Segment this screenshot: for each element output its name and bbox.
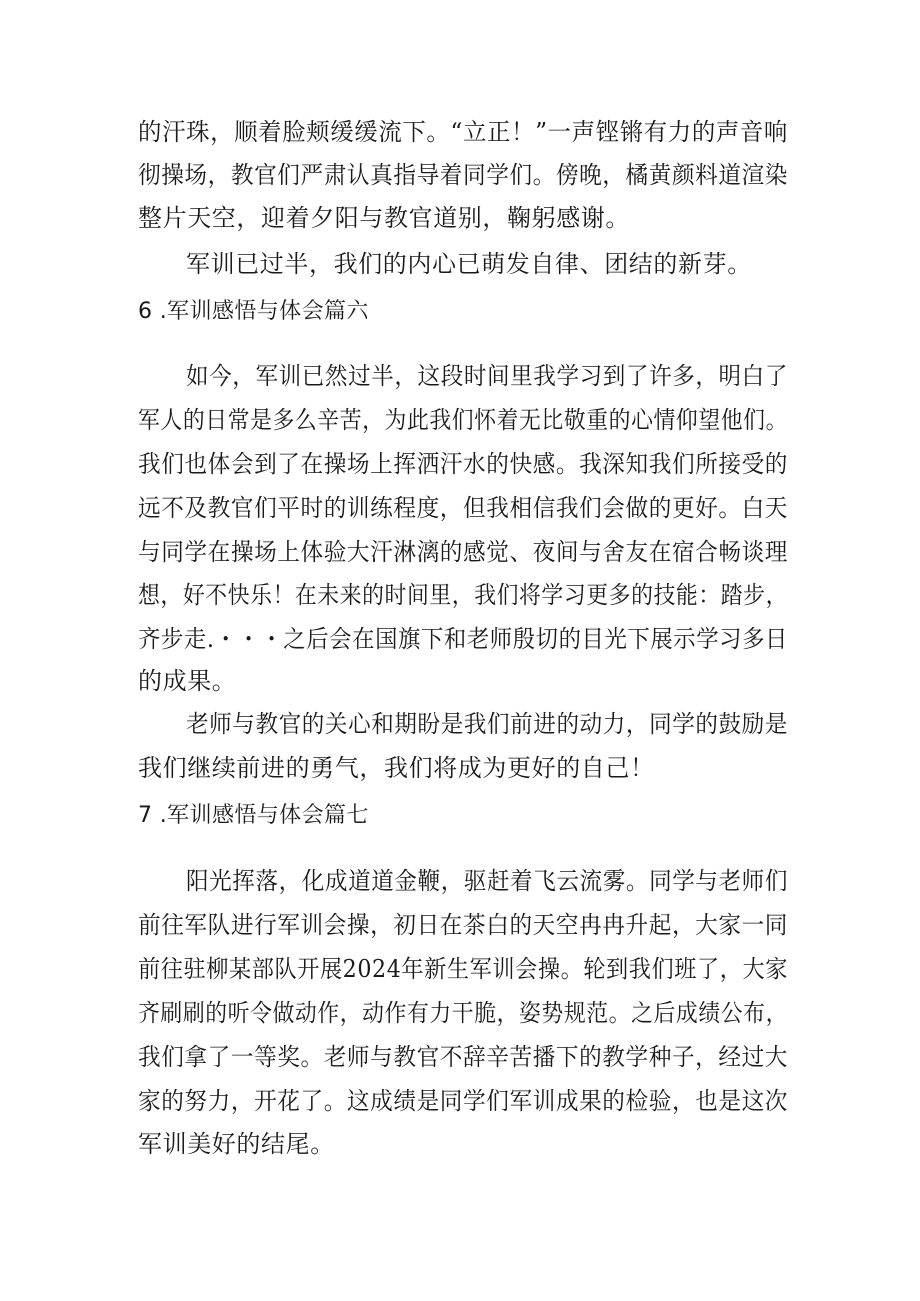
paragraph-line: 的成果。 — [138, 667, 237, 695]
paragraph-line: 我们继续前进的勇气，我们将成为更好的自己！ — [138, 754, 655, 782]
paragraph-line: 远不及教官们平时的训练程度，但我相信我们会做的更好。白天 — [138, 494, 789, 522]
paragraph-line: 前往军队进行军训会操，初日在茶白的天空冉冉升起，大家一同 — [138, 911, 789, 939]
paragraph-line: 如今，军训已然过半，这段时间里我学习到了许多，明白了 — [186, 362, 789, 390]
section-heading-7: 7 .军训感悟与体会篇七 — [138, 803, 369, 828]
paragraph-line: 整片天空，迎着夕阳与教官道别，鞠躬感谢。 — [138, 204, 630, 232]
paragraph-line: 军训已过半，我们的内心已萌发自律、团结的新芽。 — [186, 250, 752, 278]
paragraph-line: 齐刷刷的听令做动作，动作有力干脆，姿势规范。之后成绩公布， — [138, 999, 788, 1027]
paragraph-line: 我们拿了一等奖。老师与教官不辞辛苦播下的教学种子，经过大 — [138, 1043, 789, 1071]
paragraph-line: 军人的日常是多么辛苦，为此我们怀着无比敬重的心情仰望他们。 — [138, 406, 788, 434]
paragraph-line: 彻操场，教官们严肃认真指导着同学们。傍晚，橘黄颜料道渲染 — [138, 161, 789, 189]
section-heading-6: 6 .军训感悟与体会篇六 — [138, 299, 369, 324]
paragraph-line: 家的努力，开花了。这成绩是同学们军训成果的检验，也是这次 — [138, 1087, 789, 1115]
paragraph-line: 我们也体会到了在操场上挥洒汗水的快感。我深知我们所接受的 — [138, 450, 789, 478]
paragraph-line: 阳光挥落，化成道道金鞭，驱赶着飞云流雾。同学与老师们 — [186, 867, 789, 895]
paragraph-line: 齐步走.・・・之后会在国旗下和老师殷切的目光下展示学习多日 — [138, 625, 788, 653]
paragraph-line: 的汗珠，顺着脸颊缓缓流下。“立正！”一声铿锵有力的声音响 — [138, 118, 788, 146]
paragraph-line: 与同学在操场上体验大汗淋漓的感觉、夜间与舍友在宿合畅谈理 — [138, 538, 789, 566]
paragraph-line: 军训美好的结尾。 — [138, 1130, 335, 1158]
paragraph-line: 老师与教官的关心和期盼是我们前进的动力，同学的鼓励是 — [186, 710, 789, 738]
paragraph-line: 前往驻柳某部队开展2024年新生军训会操。轮到我们班了，大家 — [138, 955, 788, 983]
paragraph-line: 想，好不快乐！在未来的时间里，我们将学习更多的技能：踏步， — [138, 581, 788, 609]
